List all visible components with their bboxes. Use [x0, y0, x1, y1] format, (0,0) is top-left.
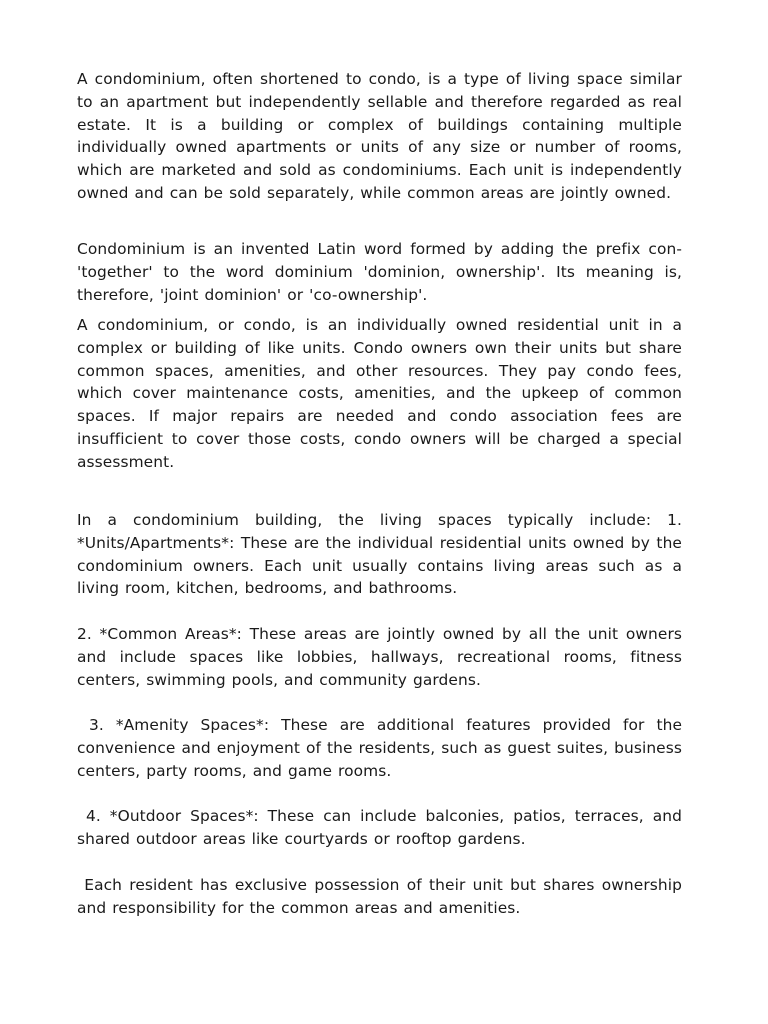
paragraph-outdoor-spaces: 4. *Outdoor Spaces*: These can include balconies, patios, terraces, and shared outdoor areas like courtyards or rooftop gardens. [77, 807, 688, 848]
paragraph-condominium-definition: A condominium, often shortened to condo, is a type of living space similar to an apartment but independently sellable and therefore regarded as real estate. It is a building or complex of buildings containing multiple individually owned apartments or units of any size or number of rooms, which are marketed and sold as condominiums. Each unit is independently owned and can be sold separately, while common areas are jointly owned. [77, 70, 682, 202]
paragraph-common-areas: 2. *Common Areas*: These areas are jointly owned by all the unit owners and include spaces like lobbies, hallways, recreational rooms, fitness centers, swimming pools, and community gardens. [77, 625, 682, 689]
paragraph-etymology: Condominium is an invented Latin word formed by adding the prefix con- 'together' to the word dominium 'dominion, ownership'. Its meaning is, therefore, 'joint dominion' or 'co-ownership'. [77, 240, 682, 304]
paragraph-condo-ownership: A condominium, or condo, is an individually owned residential unit in a complex or building of like units. Condo owners own their units but share common spaces, amenities, and other resources. They pay condo fees, which cover maintenance costs, amenities, and the upkeep of common spaces. If major repairs are needed and condo association fees are insufficient to cover those costs, condo owners will be charged a special assessment. [77, 316, 682, 471]
paragraph-exclusive-possession: Each resident has exclusive possession of their unit but shares ownership and responsibility for the common areas and amenities. [77, 876, 689, 917]
paragraph-living-spaces-units: In a condominium building, the living spaces typically include: 1. *Units/Apartments*: These are the individual residential units owned by the condominium owners. Each unit usually contains living areas such as a living room, kitchen, bedrooms, and bathrooms. [77, 511, 682, 598]
paragraph-amenity-spaces: 3. *Amenity Spaces*: These are additional features provided for the convenience and enjoyment of the residents, such as guest suites, business centers, party rooms, and game rooms. [77, 716, 689, 780]
